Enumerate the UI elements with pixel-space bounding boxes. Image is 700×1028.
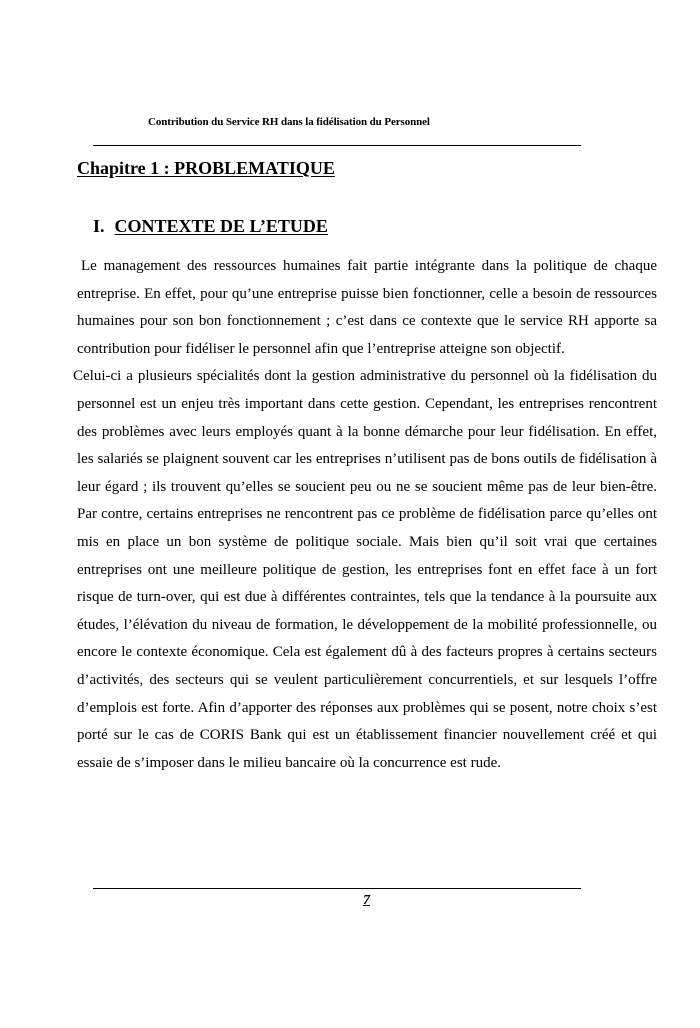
- running-header: Contribution du Service RH dans la fidélisation du Personnel: [148, 116, 430, 128]
- section-number: I.: [93, 216, 105, 236]
- header-divider: [93, 145, 581, 146]
- section-heading: [93, 216, 328, 237]
- chapter-title: Chapitre 1 : PROBLEMATIQUE: [77, 158, 335, 178]
- section-title: CONTEXTE DE L’ETUDE: [114, 216, 328, 236]
- body-text: [73, 253, 657, 777]
- footer-divider: [93, 888, 581, 889]
- page-number: 7: [363, 893, 370, 908]
- paragraph: Celui-ci a plusieurs spécialités dont la gestion administrative du personnel où la fidélisation du personnel est un enjeu très important dans cette gestion. Cependant, les entreprises rencontrent des problèmes avec leurs employés quant à la bonne démarche pour leur fidélisation. En effet, les salariés se plaignent souvent car les entreprises n’utilisent pas de bons outils de fidélisation à leur égard ; ils trouvent qu’elles se soucient peu ou ne se soucient même pas de leur bien-être. Par contre, certains entreprises ne rencontrent pas ce problème de fidélisation parce qu’elles ont mis en place un bon système de politique sociale. Mais bien qu’il soit vrai que certaines entreprises ont une meilleure politique de gestion, les entreprises font en effet face à un fort risque de turn-over, qui est due à différentes contraintes, tels que la tendance à la poursuite aux études, l’élévation du niveau de formation, le développement de la mobilité professionnelle, ou encore le contexte économique. Cela est également dû à des facteurs propres à certains secteurs d’activités, des secteurs qui se veulent particulièrement concurrentiels, et sur lesquels l’offre d’emplois est forte. Afin d’apporter des réponses aux problèmes qui se posent, notre choix s’est porté sur le cas de CORIS Bank qui est un établissement financier nouvellement créé et qui essaie de s’imposer dans le milieu bancaire où la concurrence est rude.: [73, 368, 657, 771]
- paragraph: Le management des ressources humaines fait partie intégrante dans la politique de chaque entreprise. En effet, pour qu’une entreprise puisse bien fonctionner, celle a besoin de ressources humaines pour son bon fonctionnement ; c’est dans ce contexte que le service RH apporte sa contribution pour fidéliser le personnel afin que l’entreprise atteigne son objectif.: [77, 258, 657, 357]
